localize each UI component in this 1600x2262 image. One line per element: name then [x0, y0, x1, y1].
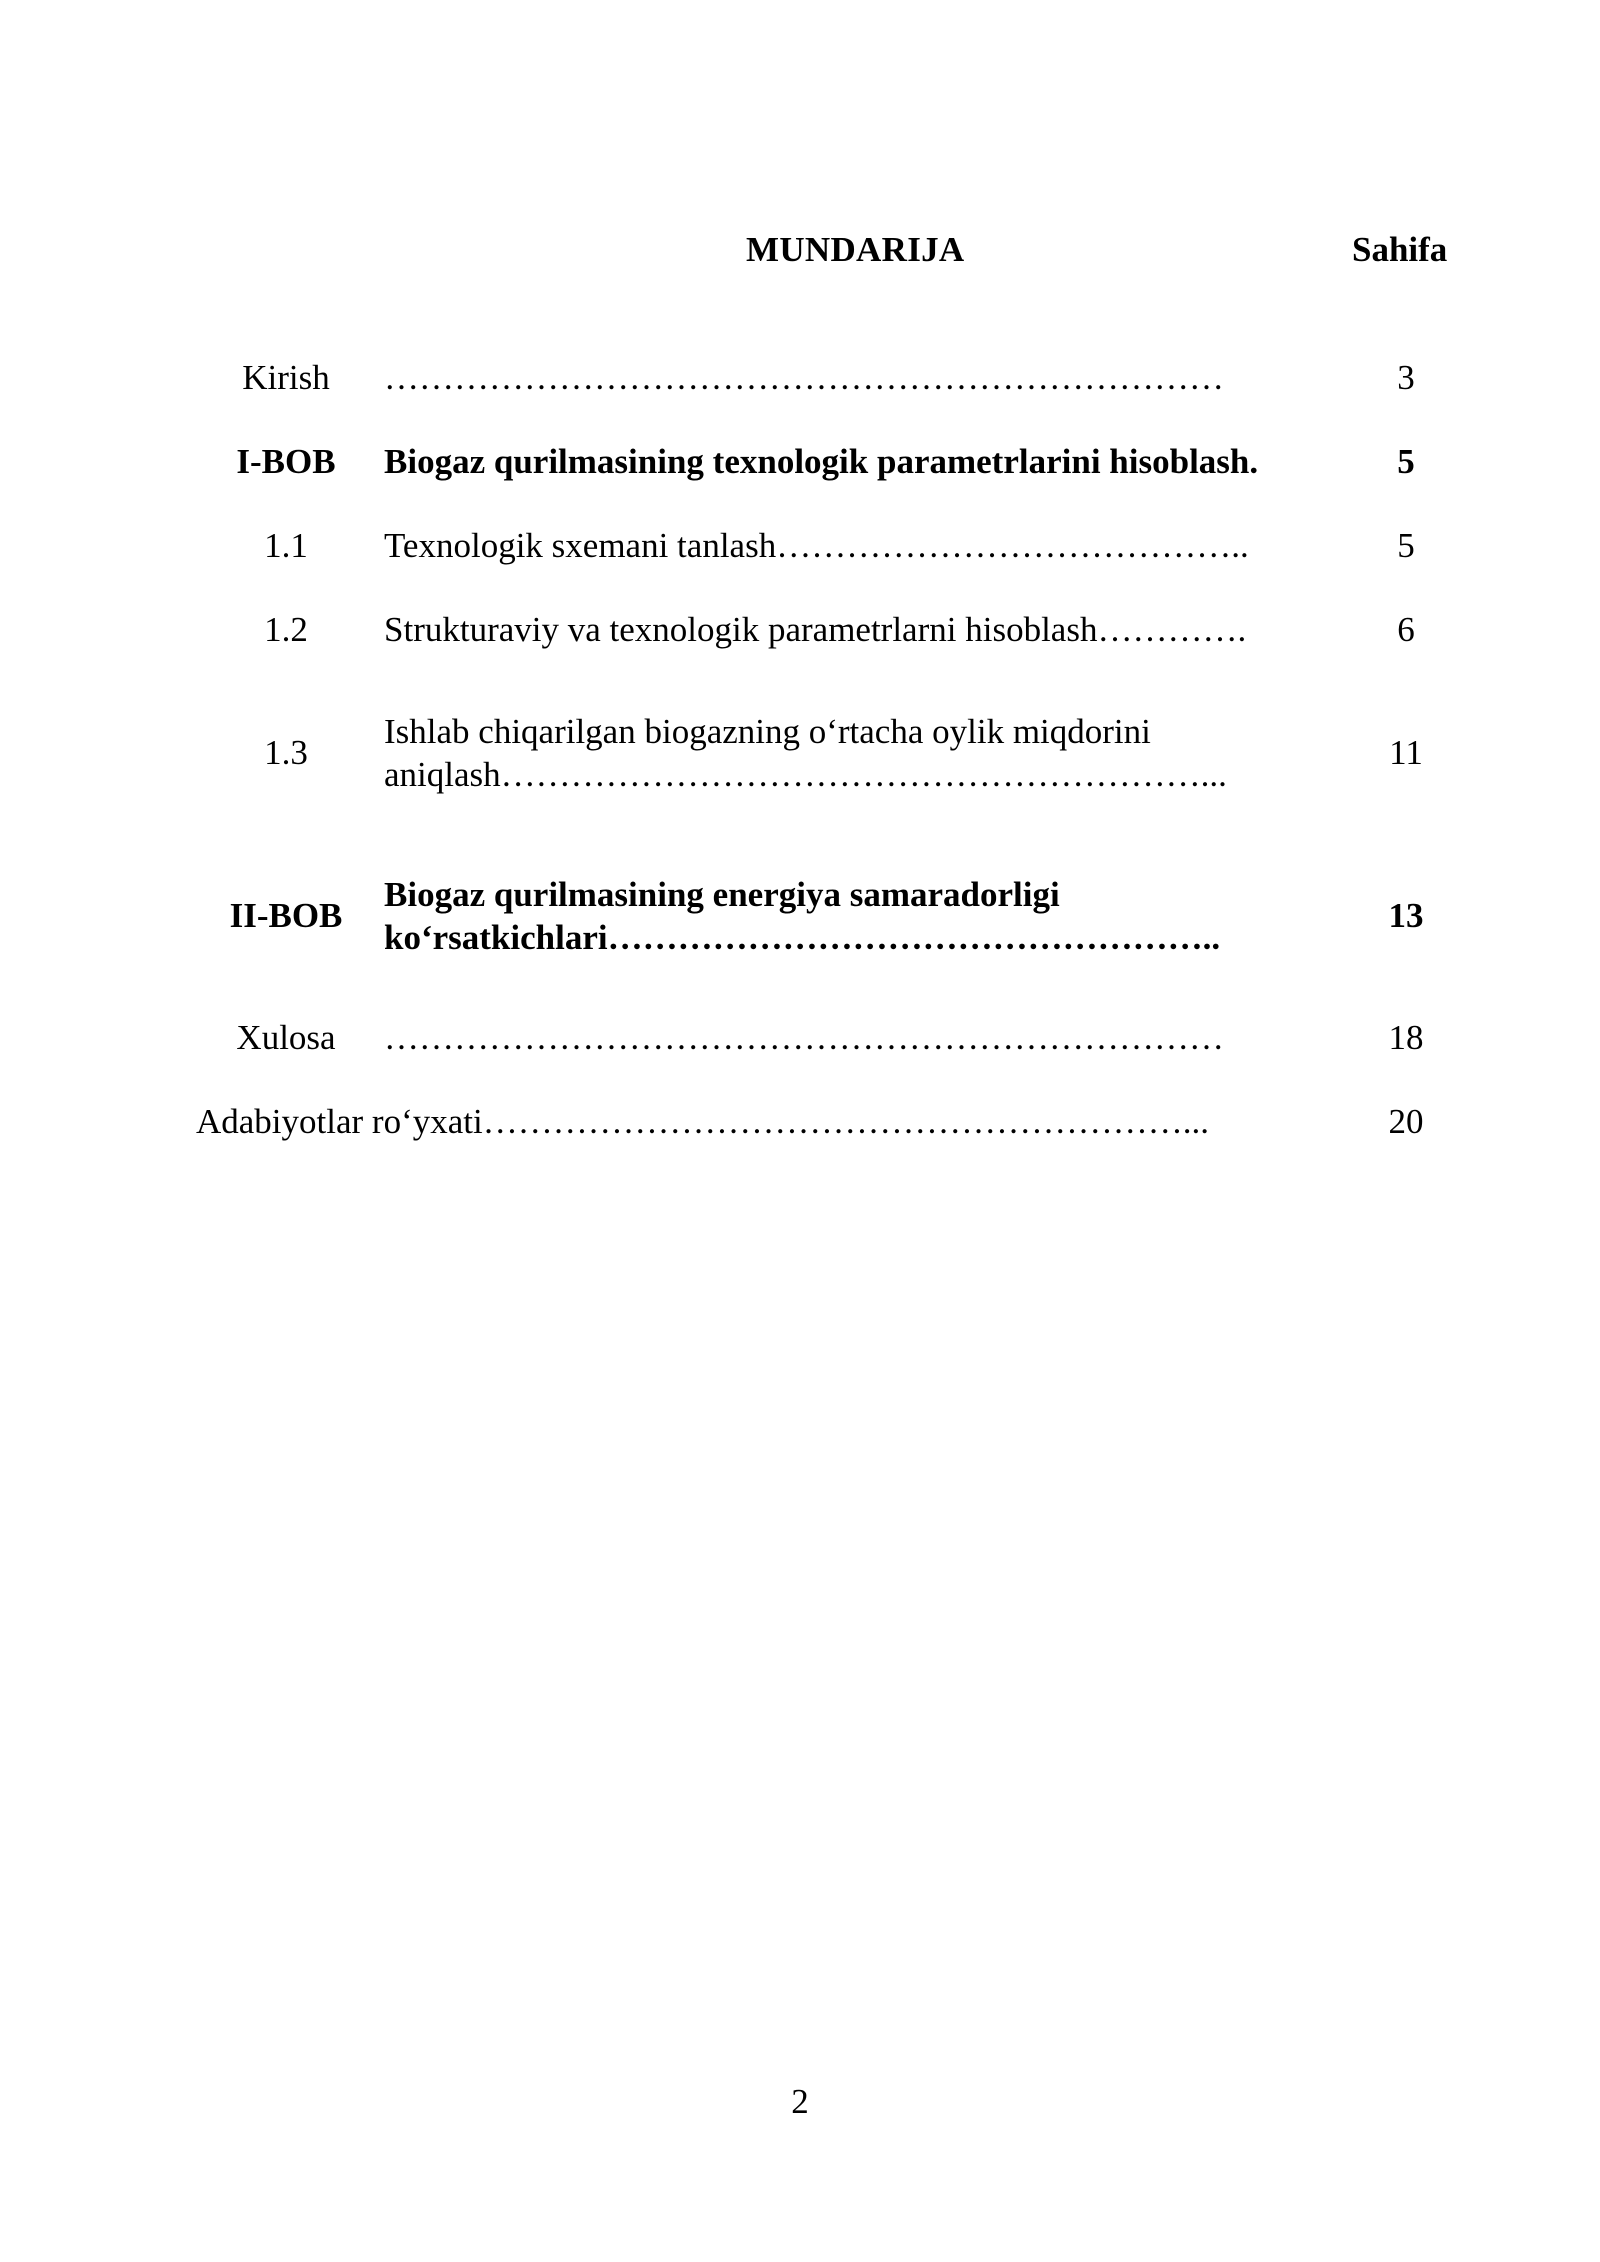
toc-row-label: Xulosa	[236, 1018, 336, 1057]
toc-row-page: 11	[1389, 733, 1423, 772]
toc-row-page: 5	[1397, 526, 1415, 565]
toc-row-page: 3	[1397, 358, 1415, 397]
toc-row-label: 1.2	[264, 610, 308, 649]
toc-title: MUNDARIJA	[746, 230, 965, 269]
page-number: 2	[791, 2082, 809, 2121]
toc-row-title: Biogaz qurilmasining texnologik parametrlarini hisoblash.	[384, 442, 1259, 481]
toc-row-label: 1.1	[264, 526, 308, 565]
toc-row-leader: ………………………………………………………………	[384, 358, 1224, 397]
toc-row-title-line1: Biogaz qurilmasining energiya samaradorligi	[384, 875, 1060, 914]
toc-row-label: II-BOB	[229, 896, 343, 935]
toc-row-leader: ………………………………………………………………	[384, 1018, 1224, 1057]
toc-row-title-line2: aniqlash……………………………………………………...	[384, 755, 1227, 794]
toc-row-title: Texnologik sxemani tanlash…………………………………..	[384, 526, 1249, 565]
toc-row-chapter-2	[0, 873, 1600, 959]
toc-row-page: 6	[1397, 610, 1415, 649]
page-column-header: Sahifa	[1352, 230, 1448, 269]
toc-row-title-line1: Ishlab chiqarilgan biogazning o‘rtacha oylik miqdorini	[384, 712, 1151, 751]
toc-row-title-line2: ko‘rsatkichlari……………………………………………..	[384, 918, 1221, 957]
toc-row-page: 18	[1388, 1018, 1424, 1057]
toc-row-title: Adabiyotlar ro‘yxati……………………………………………………...	[196, 1102, 1209, 1141]
toc-row-label: I-BOB	[236, 442, 336, 481]
toc-row-label: Kirish	[242, 358, 330, 397]
toc-row-label: 1.3	[264, 733, 308, 772]
toc-row-page: 20	[1388, 1102, 1424, 1141]
toc-row-page: 5	[1397, 442, 1415, 481]
toc-row-section-1-3	[0, 710, 1600, 796]
toc-row-title: Strukturaviy va texnologik parametrlarni hisoblash………….	[384, 610, 1247, 649]
toc-row-page: 13	[1388, 896, 1424, 935]
